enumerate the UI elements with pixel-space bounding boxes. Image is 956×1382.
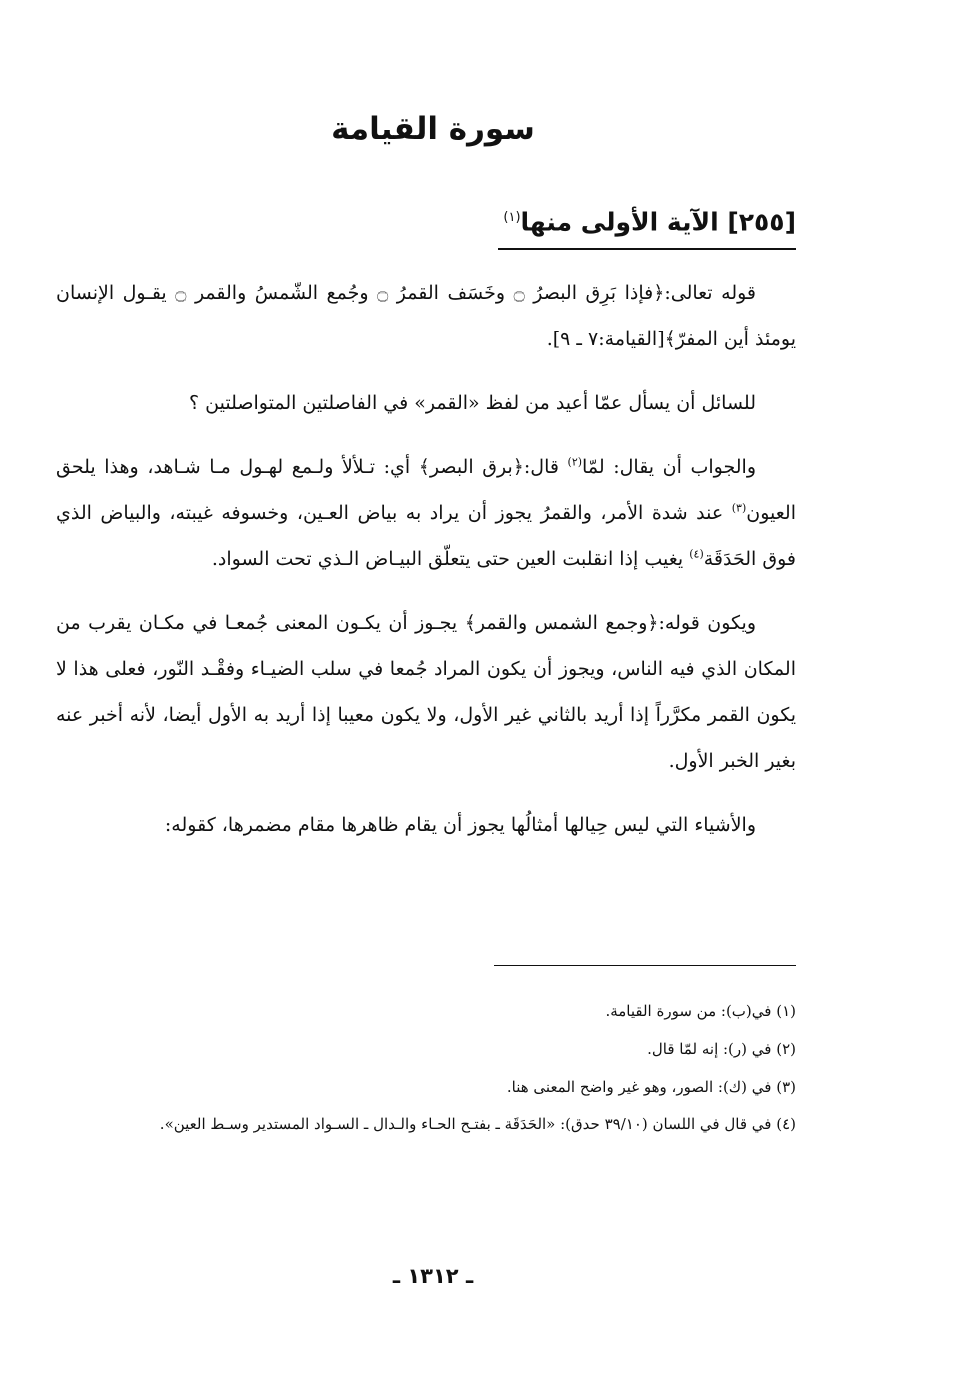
ayah-heading	[503, 196, 796, 244]
paragraph-text: والأشياء التي ليس حِيالها أمثالُها يجوز أن يقام ظاهرها مقام مضمرها، كقوله:	[164, 814, 756, 836]
footnote-ref: (٣)	[731, 501, 747, 515]
surah-title: سورة القيامة	[331, 111, 535, 147]
footnote-ref: (٤)	[689, 547, 704, 561]
ayah-heading-text: [٢٥٥] الآية الأولى منها	[520, 207, 796, 237]
footnote-4: (٤) في قال في اللسان (٣٩/١٠ حدق): «الحَدَقَة ـ بفتـح الحـاء والـدال ـ السـواد المستدير وسـط العين».	[159, 1115, 796, 1133]
footnote-1: (١) في(ب): من سورة القيامة.	[605, 1002, 796, 1020]
paragraph-text: عند شدة الأمر، والقمرُ يجوز أن يراد به بياض العـين، وخسوفه غيبته، والبياض الذي فوق الحَدَقَة	[56, 502, 796, 570]
paragraph-text: والجواب أن يقال: لمّا	[582, 456, 756, 478]
footnote-2: (٢) في (ر): إنه لمّا قال.	[647, 1040, 796, 1058]
page-number: ـ ١٣١٢ ـ	[392, 1264, 474, 1288]
footnotes	[56, 992, 796, 1142]
paragraph-text: يغيب إذا انقلبت العين حتى يتعلّق البيـاض الـذي تحت السواد.	[211, 548, 690, 570]
footnote-ref: (١)	[503, 210, 521, 225]
paragraph-text: قوله تعالى:﴿فإذا بَرِق البصرُ ۝ وخَسَف القمرُ ۝ وجُمع الشّمسُ والقمر ۝ يقـول الإنسان يومئذ أين المفرّ﴾[القيامة:٧ ـ ٩].	[56, 282, 796, 350]
body-paragraph	[56, 600, 796, 784]
body-paragraph	[56, 270, 796, 362]
body-paragraph	[56, 380, 796, 426]
body-text	[56, 270, 796, 866]
footnote-separator	[494, 965, 796, 966]
footnote-ref: (٢)	[567, 455, 583, 469]
body-paragraph	[56, 802, 796, 848]
paragraph-text: للسائل أن يسأل عمّا أعيد من لفظ «القمر» في الفاصلتين المتواصلتين ؟	[189, 392, 756, 414]
paragraph-text: قال:﴿برق البصر﴾ أي: تـلألأ ولـمع لهـول مـا شـاهد، وهذا يلحق العيون	[56, 456, 796, 524]
heading-underline	[498, 248, 796, 250]
body-paragraph	[56, 444, 796, 582]
paragraph-text: ويكون قوله:﴿وجمع الشمس والقمر﴾ يجـوز أن يكـون المعنى جُمعـا في مكـان يقرب من المكان الذي فيه الناس، ويجوز أن يكون المراد جُمعا في سلب الضيـاء وفقْـد النّور، فعلى هذا لا يكون القمر مكرَّراً إذا أريد بالثاني غير الأول، ولا يكون معيبا إذا أريد به الأول أيضا، لأنه أخبر عنه بغير الخبر الأول.	[56, 612, 796, 772]
footnote-3: (٣) في (ك): الصور، وهو غير واضح المعنى هنا.	[506, 1078, 796, 1096]
